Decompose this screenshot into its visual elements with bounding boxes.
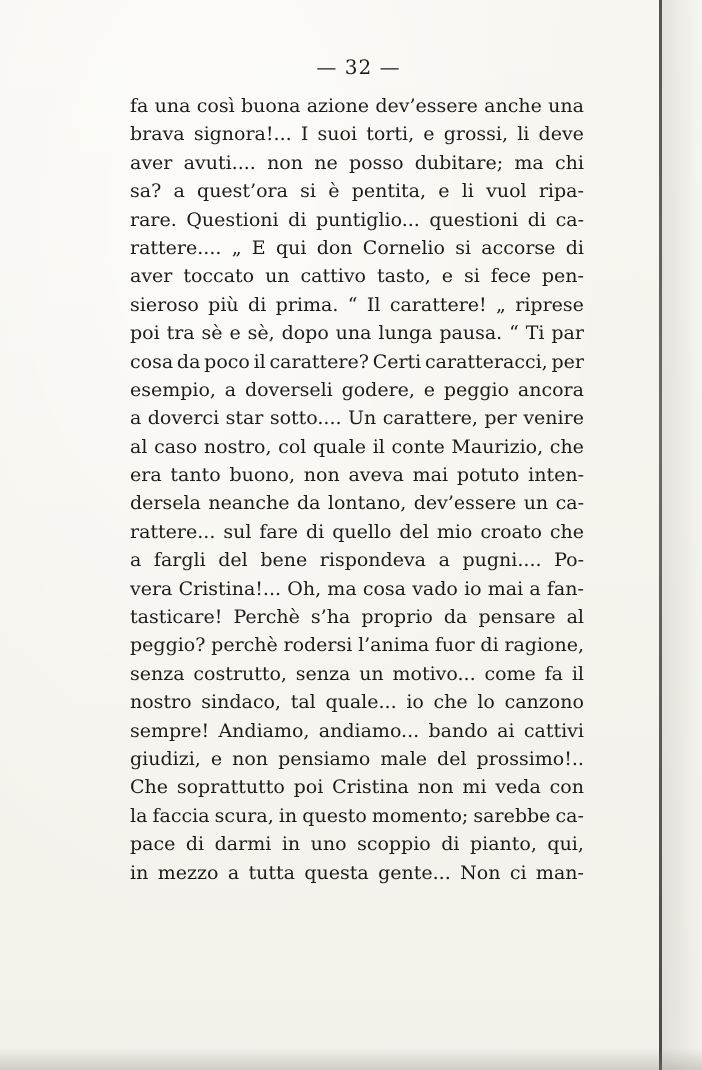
word: il [253, 350, 266, 373]
word: del [218, 549, 248, 572]
word: scoppio [357, 833, 431, 856]
word: dev’essere [413, 492, 517, 515]
word: darmi [214, 833, 272, 856]
text-line [130, 262, 584, 290]
word: per [551, 350, 584, 373]
word: a [438, 549, 450, 572]
word: prossimo!.. [476, 747, 584, 770]
text-line [130, 802, 584, 830]
word: signora!... [193, 123, 292, 146]
word: sotto.... [269, 407, 342, 430]
text-line [130, 518, 584, 546]
word: ancora [517, 378, 584, 401]
word: cattivo [300, 265, 366, 288]
word: tutta [248, 861, 295, 884]
word: io [406, 691, 424, 714]
word: si [463, 265, 480, 288]
word: e [423, 123, 435, 146]
word: neanche [208, 492, 290, 515]
word: di [565, 236, 584, 259]
text-line [130, 149, 584, 177]
word: andiamo... [318, 719, 420, 742]
word: s’ha [310, 606, 351, 629]
word: Certi [372, 350, 422, 373]
word: al [130, 435, 148, 458]
word: mai [487, 577, 524, 600]
word: bene [260, 549, 308, 572]
word: da [296, 492, 321, 515]
word: Andiamo, [218, 719, 310, 742]
word: rattere... [130, 520, 216, 543]
word: buona [241, 95, 301, 117]
word: veda [495, 776, 541, 799]
word: di [288, 208, 307, 231]
word: momento; [371, 804, 469, 827]
word: fuor [434, 634, 475, 657]
word: puntiglio... [315, 208, 420, 231]
word: peggio [443, 378, 510, 401]
word: non [417, 776, 454, 799]
word: fargli [153, 549, 206, 572]
word: nostro [130, 691, 192, 714]
word: di [527, 208, 547, 231]
word: pianto, [469, 833, 537, 856]
word: buono, [229, 464, 296, 487]
word: era [130, 464, 162, 487]
word: carattere? [269, 350, 369, 373]
word: Po- [554, 549, 584, 572]
word: pugni.... [462, 549, 542, 572]
word: il [372, 435, 385, 458]
word: tasto, [376, 265, 431, 288]
word: Cornelio [362, 236, 445, 259]
word: e [441, 265, 453, 288]
word: proprio [361, 606, 433, 629]
word: una [548, 95, 584, 117]
word: come [484, 662, 536, 685]
text-line [130, 206, 584, 234]
word: “ [347, 293, 358, 316]
word: torti, [366, 123, 415, 146]
word: sempre! [130, 719, 210, 742]
word: croato [480, 520, 542, 543]
word: si [300, 180, 316, 203]
word: fece [490, 265, 531, 288]
word: brava [130, 123, 185, 146]
text-line [130, 319, 584, 347]
text-line [130, 461, 584, 489]
text-line [130, 177, 584, 205]
word: così [196, 95, 235, 117]
word: Cristina!... [178, 577, 282, 600]
word: poi [130, 322, 160, 345]
word: Che [130, 776, 169, 799]
word: fa [130, 95, 149, 117]
word: esempio, [130, 378, 216, 401]
word: a [130, 549, 142, 572]
word: tal [290, 691, 316, 714]
word: grossi, [443, 123, 509, 146]
word: sè [201, 322, 223, 345]
body-text [130, 92, 584, 887]
word: Il [366, 293, 381, 316]
word: di [480, 634, 499, 657]
word: di [306, 520, 325, 543]
text-line [130, 603, 584, 631]
word: dopo [281, 322, 329, 345]
word: sul [223, 520, 252, 543]
word: faccia [152, 804, 210, 827]
text-line [130, 404, 584, 432]
word: del [399, 520, 429, 543]
word: in [278, 804, 298, 827]
word: Perchè [233, 606, 300, 629]
word: fare [259, 520, 299, 543]
word: la [130, 804, 148, 827]
text-line [130, 575, 584, 603]
word: sarebbe [473, 804, 551, 827]
word: si [455, 236, 472, 259]
word: Questioni [186, 208, 279, 231]
word: tanto [170, 464, 221, 487]
text-line [130, 631, 584, 659]
word: vera [130, 577, 173, 600]
text-line [130, 688, 584, 716]
word: Ti [525, 322, 545, 345]
page-bottom-edge [0, 1048, 702, 1070]
word: senza [130, 662, 185, 685]
word: e [438, 180, 450, 203]
word: cattivi [523, 719, 584, 742]
word: par [551, 322, 584, 345]
word: poi [293, 776, 324, 799]
word: qui [275, 236, 307, 259]
word: rattere.... [130, 236, 222, 259]
word: accorse [481, 236, 556, 259]
text-line [130, 291, 584, 319]
word: azione [306, 95, 370, 117]
word: rodersi [283, 634, 353, 657]
word: don [316, 236, 353, 259]
word: Un [348, 407, 377, 430]
word: E [251, 236, 266, 259]
word: doverseli [244, 378, 333, 401]
word: Oh, [287, 577, 322, 600]
word: quest’ora [197, 180, 288, 203]
text-line [130, 859, 584, 887]
word: poco [204, 350, 250, 373]
word: aveva [348, 464, 404, 487]
word: scura, [214, 804, 274, 827]
word: dev’essere [375, 95, 478, 117]
word: lontano, [327, 492, 407, 515]
word: questioni [429, 208, 519, 231]
word: tra [166, 322, 195, 345]
text-line [130, 348, 584, 376]
word: fa [544, 662, 563, 685]
word: suoi [317, 123, 358, 146]
word: quello [332, 520, 392, 543]
word: non [267, 151, 303, 174]
word: con [549, 776, 584, 799]
word: bando [428, 719, 488, 742]
word: ai [497, 719, 515, 742]
word: da [176, 350, 201, 373]
word: avuti.... [183, 151, 256, 174]
word: l’anima [358, 634, 430, 657]
word: canzono [504, 691, 584, 714]
word: costrutto, [193, 662, 287, 685]
word: pensare [478, 606, 556, 629]
word: ripa- [538, 180, 584, 203]
word: chi [554, 151, 584, 174]
word: deve [538, 123, 584, 146]
text-line [130, 773, 584, 801]
word: rispondeva [319, 549, 426, 572]
word: pace [130, 833, 176, 856]
word: carattere, [382, 407, 478, 430]
word: qui, [547, 833, 584, 856]
word: ca- [555, 492, 584, 515]
text-line [130, 717, 584, 745]
word: a [227, 861, 240, 884]
word: di [441, 833, 460, 856]
word: motivo... [392, 662, 476, 685]
page-number: — 32 — [316, 55, 401, 79]
word: lo [477, 691, 495, 714]
word: ca- [555, 804, 584, 827]
word: senza [295, 662, 351, 685]
word: al [566, 606, 584, 629]
word: a [173, 180, 185, 203]
word: di [185, 833, 205, 856]
word: riprese [515, 293, 584, 316]
text-line [130, 234, 584, 262]
text-line [130, 745, 584, 773]
word: rare. [130, 208, 177, 231]
word: sieroso [130, 293, 199, 316]
word: conte [391, 435, 445, 458]
text-line [130, 433, 584, 461]
word: questo [302, 804, 367, 827]
word: sè, [247, 322, 275, 345]
word: prima. [275, 293, 339, 316]
word: e [229, 322, 241, 345]
word: di [248, 293, 267, 316]
text-line [130, 120, 584, 148]
word: vuol [486, 180, 527, 203]
text-line [130, 660, 584, 688]
word: vado [412, 577, 458, 600]
text-line [130, 546, 584, 574]
word: questa [304, 861, 369, 884]
word: soprattutto [176, 776, 285, 799]
word: mi [462, 776, 487, 799]
word: da [443, 606, 468, 629]
gutter-shadow [662, 0, 702, 1070]
word: doverci [147, 407, 220, 430]
word: del [437, 747, 467, 770]
text-line [130, 489, 584, 517]
word: posso [348, 151, 404, 174]
word: I [300, 123, 309, 146]
word: nostro, [203, 435, 272, 458]
word: a [529, 577, 541, 600]
word: più [208, 293, 239, 316]
word: fan- [546, 577, 584, 600]
word: mai [412, 464, 449, 487]
word: ca- [555, 208, 584, 231]
word: un [523, 492, 549, 515]
word: potuto [456, 464, 520, 487]
word: mezzo [157, 861, 219, 884]
word: è [328, 180, 340, 203]
word: li [461, 180, 474, 203]
word: ne [314, 151, 338, 174]
word: Non [460, 861, 501, 884]
word: toccato [183, 265, 255, 288]
word: non [232, 747, 269, 770]
word: anche [484, 95, 542, 117]
word: gente... [378, 861, 451, 884]
word: cosa [130, 350, 174, 373]
word: il [571, 662, 584, 685]
word: non [303, 464, 340, 487]
word: tasticare! [130, 606, 223, 629]
word: carattere! [389, 293, 487, 316]
word: e [210, 747, 223, 770]
word: a [224, 378, 237, 401]
word: sa? [130, 180, 162, 203]
word: Cristina [332, 776, 409, 799]
word: ci [509, 861, 527, 884]
word: un [359, 662, 384, 685]
word: quale [313, 435, 367, 458]
word: peggio? [130, 634, 206, 657]
word: male [380, 747, 428, 770]
word: Maurizio, [451, 435, 544, 458]
word: ma [514, 151, 544, 174]
word: sindaco, [201, 691, 281, 714]
word: mio [436, 520, 473, 543]
word: li [517, 123, 530, 146]
word: lunga [378, 322, 433, 345]
word: dubitare; [414, 151, 504, 174]
word: „ [231, 236, 242, 259]
word: inten- [528, 464, 584, 487]
word: pensiamo [278, 747, 371, 770]
word: che [549, 520, 584, 543]
word: man- [535, 861, 584, 884]
word: uno [310, 833, 347, 856]
word: ragione, [504, 634, 584, 657]
word: col [278, 435, 307, 458]
word: venire [523, 407, 584, 430]
text-line [130, 92, 584, 120]
word: una [335, 322, 372, 345]
word: aver [130, 265, 173, 288]
word: pen- [541, 265, 584, 288]
word: che [549, 435, 584, 458]
word: io [464, 577, 482, 600]
word: perchè [211, 634, 278, 657]
word: dersela [130, 492, 201, 515]
word: e [423, 378, 435, 401]
text-line [130, 376, 584, 404]
word: che [433, 691, 468, 714]
word: cosa [362, 577, 407, 600]
word: “ [509, 322, 519, 345]
word: aver [130, 151, 173, 174]
word: caratteracci, [425, 350, 548, 373]
word: in [281, 833, 301, 856]
word: quale... [325, 691, 397, 714]
word: pentita, [351, 180, 427, 203]
word: caso [154, 435, 198, 458]
word: godere, [341, 378, 415, 401]
word: star [225, 407, 264, 430]
word: una [154, 95, 191, 117]
word: a [130, 407, 142, 430]
word: ma [327, 577, 357, 600]
word: pausa. [439, 322, 503, 345]
word: giudizi, [130, 747, 201, 770]
text-line [130, 830, 584, 858]
word: un [265, 265, 290, 288]
word: in [130, 861, 149, 884]
word: per [484, 407, 517, 430]
word: „ [496, 293, 506, 316]
